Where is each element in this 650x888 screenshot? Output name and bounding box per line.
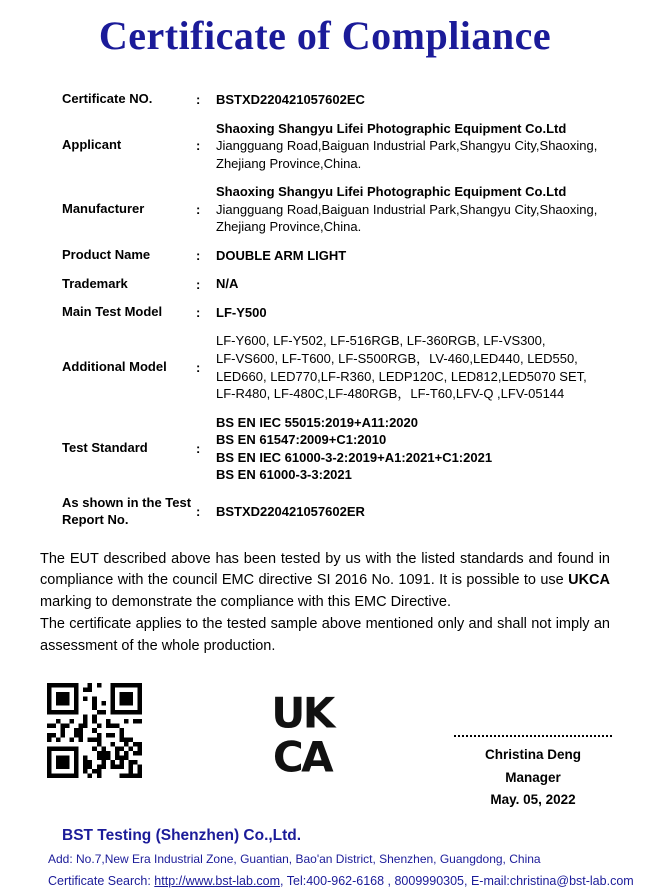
- manufacturer-address-line: Jiangguang Road,Baiguan Industrial Park,Shangyu City,Shaoxing,: [216, 201, 598, 217]
- ukca-mark-line2: CA: [272, 732, 332, 782]
- certificate-fields: [62, 91, 650, 529]
- additional-model-line: LF-Y600, LF-Y502, LF-516RGB, LF-360RGB, LF-VS300,: [216, 333, 546, 349]
- field-value: [216, 414, 492, 484]
- field-row-main-test-model: [62, 304, 650, 322]
- applicant-address-line: Zhejiang Province,China.: [216, 155, 362, 171]
- test-standard-line: BS EN 61000-3-3:2021: [216, 467, 352, 483]
- additional-model-line: LF-VS600, LF-T600, LF-S500RGB，LV-460,LED440, LED550,: [216, 351, 578, 367]
- field-colon: :: [196, 92, 201, 108]
- signature-block: [454, 735, 612, 811]
- applicant-address-line: Jiangguang Road,Baiguan Industrial Park,Shangyu City,Shaoxing,: [216, 138, 598, 154]
- bottom-section: [0, 683, 650, 811]
- additional-model-line: LED660, LED770,LF-R360, LEDP120C, LED812,LED5070 SET,: [216, 368, 587, 384]
- footer: [0, 827, 650, 888]
- field-colon: :: [196, 305, 201, 321]
- certificate-search-line: [48, 874, 650, 888]
- field-colon: :: [196, 360, 201, 376]
- trademark-value: N/A: [216, 276, 239, 292]
- field-label: Certificate NO.: [62, 91, 153, 107]
- field-colon: :: [196, 504, 201, 520]
- field-label: Additional Model: [62, 359, 167, 375]
- field-value: [216, 503, 365, 521]
- ukca-keyword: UKCA: [568, 572, 610, 589]
- signature-dotted-line: [454, 735, 612, 737]
- lab-address: Add: No.7,New Era Industrial Zone, Guantian, Bao'an District, Shenzhen, Guangdong, China: [48, 852, 541, 867]
- field-colon: :: [196, 202, 201, 217]
- manufacturer-company: Shaoxing Shangyu Lifei Photographic Equipment Co.Ltd: [216, 184, 567, 200]
- field-value: [216, 120, 597, 173]
- declaration-paragraph-1: The EUT described above has been tested by us with the listed standards and found in compliance with the council EMC directive SI 2016 No. 1091. It is possible to use UKCA marking to demonstrate the compliance with this EMC Directive.: [40, 550, 610, 611]
- test-standard-line: BS EN IEC 61000-3-2:2019+A1:2021+C1:2021: [216, 449, 493, 465]
- test-standard-line: BS EN IEC 55015:2019+A11:2020: [216, 414, 418, 430]
- field-label: Applicant: [62, 137, 122, 153]
- field-colon: :: [196, 441, 201, 457]
- lab-company-name: BST Testing (Shenzhen) Co.,Ltd.: [62, 827, 302, 845]
- field-label: Main Test Model: [62, 304, 163, 320]
- field-row-test-standard: [62, 414, 650, 484]
- field-colon: :: [196, 276, 201, 292]
- test-standard-line: BS EN 61547:2009+C1:2010: [216, 432, 387, 448]
- certificate-search-link[interactable]: http://www.bst-lab.com: [154, 874, 281, 888]
- applicant-company: Shaoxing Shangyu Lifei Photographic Equipment Co.Ltd: [216, 120, 567, 136]
- ukca-mark-icon: [260, 691, 344, 781]
- field-colon: :: [196, 138, 201, 154]
- field-value: [216, 275, 238, 293]
- signer-name: Christina Deng: [484, 747, 581, 763]
- certificate-number: BSTXD220421057602EC: [216, 92, 365, 107]
- ukca-mark-line1: UK: [271, 691, 333, 738]
- field-row-additional-model: [62, 332, 650, 402]
- main-test-model: LF-Y500: [216, 304, 267, 320]
- field-row-applicant: [62, 120, 650, 173]
- signature-date: May. 05, 2022: [490, 791, 576, 807]
- additional-model-line: LF-R480, LF-480C,LF-480RGB，LF-T60,LFV-Q ,LFV-05144: [216, 386, 565, 402]
- page-title: Certificate of Compliance: [98, 13, 552, 58]
- field-row-certificate-no: [62, 91, 650, 109]
- test-report-number: BSTXD220421057602ER: [216, 503, 365, 519]
- declaration-paragraph-2: The certificate applies to the tested sample above mentioned only and shall not imply an assessment of the whole production.: [40, 615, 610, 654]
- certificate-search-label: Certificate Search:: [48, 874, 155, 888]
- field-row-manufacturer: [62, 183, 650, 236]
- product-name: DOUBLE ARM LIGHT: [216, 247, 347, 263]
- contact-info: , Tel:400-962-6168 , 8009990305, E-mail:christina@bst-lab.com: [280, 874, 634, 888]
- field-row-trademark: [62, 275, 650, 293]
- field-label: As shown in the Test Report No.: [62, 494, 192, 527]
- field-label: Trademark: [62, 275, 128, 291]
- field-label: Manufacturer: [62, 201, 145, 217]
- field-value: [216, 304, 267, 322]
- field-value: [216, 247, 346, 265]
- certificate-page: [0, 12, 650, 888]
- declaration-text: [40, 549, 610, 658]
- field-row-test-report-no: [62, 495, 650, 529]
- field-value: [216, 332, 587, 402]
- field-label: Test Standard: [62, 440, 148, 456]
- signer-role: Manager: [505, 769, 561, 785]
- field-row-product-name: [62, 247, 650, 265]
- qr-code: [47, 683, 142, 778]
- field-colon: :: [196, 248, 201, 264]
- field-label: Product Name: [62, 247, 151, 263]
- field-value: [216, 91, 365, 109]
- qr-code-icon: [47, 683, 142, 778]
- manufacturer-address-line: Zhejiang Province,China.: [216, 219, 362, 235]
- field-value: [216, 183, 597, 236]
